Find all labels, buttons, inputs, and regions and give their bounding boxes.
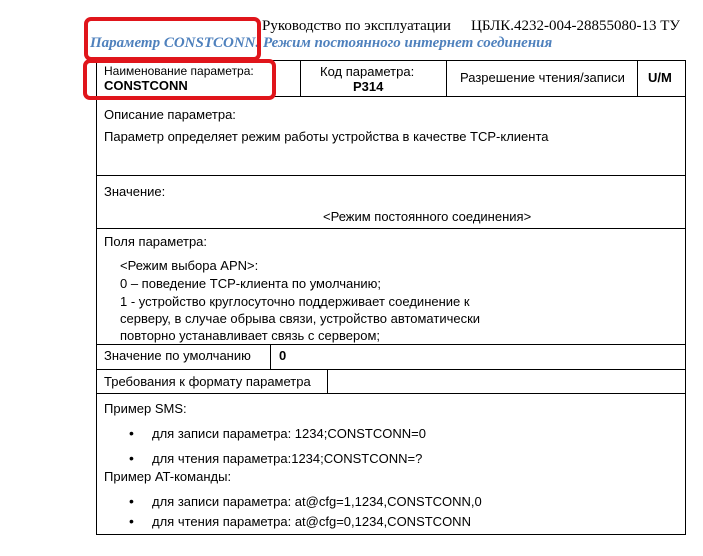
section-param: Параметр CONSTCONN. — [90, 35, 260, 51]
bullet-icon: • — [129, 493, 134, 509]
value-label: Значение: — [104, 184, 166, 199]
rw-value: U/M — [648, 70, 672, 85]
sms-example: для чтения параметра:1234;CONSTCONN=? — [152, 451, 423, 466]
fields-line: повторно устанавливает связь с сервером; — [120, 328, 381, 343]
param-name-label: Наименование параметра: — [104, 64, 254, 78]
rw-label: Разрешение чтения/записи — [460, 70, 625, 85]
default-value: 0 — [279, 348, 287, 363]
manual-title: Руководство по эксплуатации — [262, 18, 451, 34]
at-label: Пример AT-команды: — [104, 469, 232, 484]
sms-label: Пример SMS: — [104, 401, 187, 416]
at-example: для чтения параметра: at@cfg=0,1234,CONSTCONN — [152, 514, 471, 529]
param-code-value: P314 — [353, 79, 384, 94]
highlight-param-name — [83, 59, 276, 100]
fields-label: Поля параметра: — [104, 234, 208, 249]
bullet-icon: • — [129, 450, 134, 466]
fields-line: серверу, в случае обрыва связи, устройство автоматически — [120, 311, 481, 326]
default-label: Значение по умолчанию — [104, 348, 251, 363]
doc-code: ЦБЛК.4232-004-28855080-13 ТУ — [471, 18, 681, 34]
at-example: для записи параметра: at@cfg=1,1234,CONSTCONN,0 — [152, 494, 482, 509]
sms-example: для записи параметра: 1234;CONSTCONN=0 — [152, 426, 426, 441]
param-code-label: Код параметра: — [320, 64, 415, 79]
value-text: <Режим постоянного соединения> — [323, 209, 532, 224]
fields-line: 1 - устройство круглосуточно поддерживает соединение к — [120, 294, 470, 309]
bullet-icon: • — [129, 425, 134, 441]
format-label: Требования к формату параметра — [104, 374, 311, 389]
bullet-icon: • — [129, 513, 134, 529]
section-desc: Режим постоянного интернет соединения — [263, 35, 553, 51]
highlight-section-title — [84, 17, 261, 61]
fields-line: <Режим выбора APN>: — [120, 258, 259, 273]
fields-line: 0 – поведение TCP-клиента по умолчанию; — [120, 276, 382, 291]
description-label: Описание параметра: — [104, 107, 236, 122]
param-name-value: CONSTCONN — [104, 78, 188, 93]
description-text: Параметр определяет режим работы устройства в качестве TCP-клиента — [104, 129, 549, 144]
